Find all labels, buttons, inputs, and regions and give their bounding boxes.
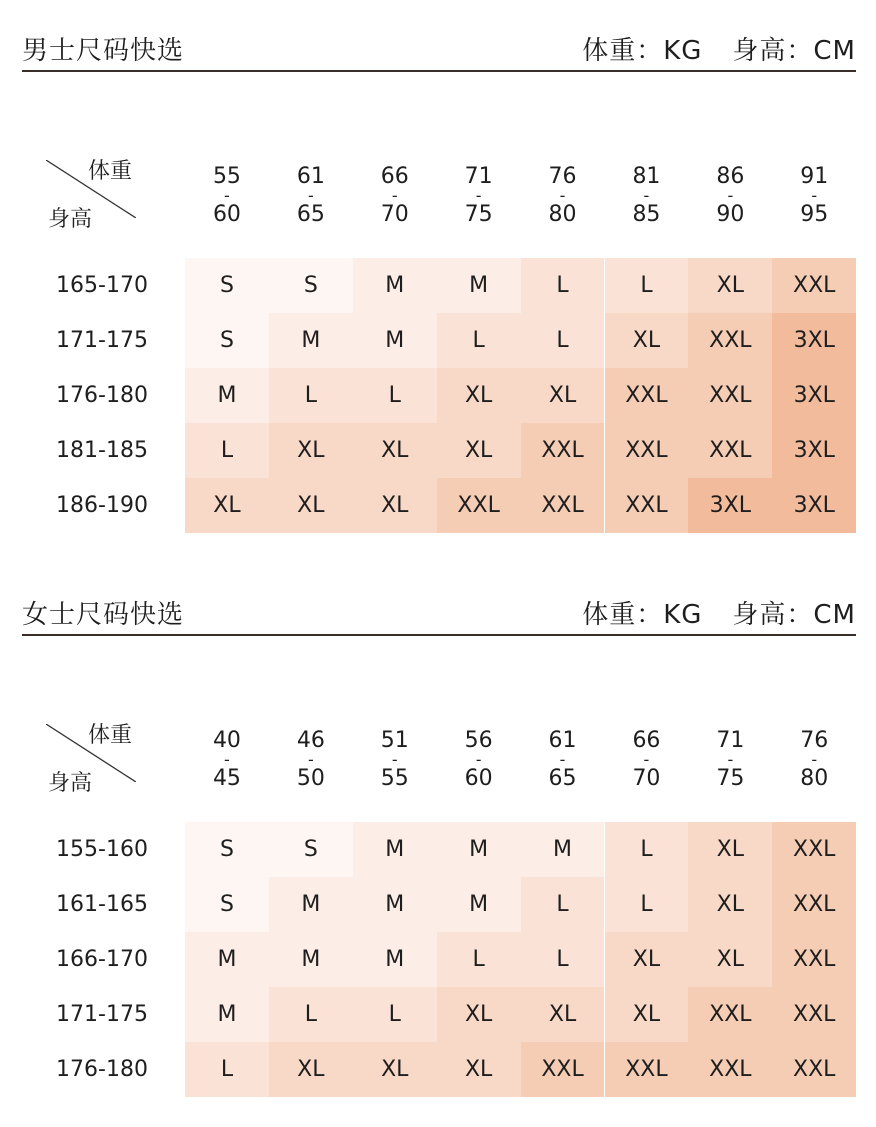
weight-range-header bbox=[353, 134, 437, 258]
section-divider bbox=[22, 70, 856, 72]
size-cell: 3XL bbox=[772, 368, 856, 423]
weight-header-row bbox=[22, 134, 856, 258]
size-cell: M bbox=[437, 877, 521, 932]
size-cell: XL bbox=[269, 478, 353, 533]
table-row bbox=[22, 478, 856, 533]
weight-to: 55 bbox=[380, 766, 409, 791]
size-cell: L bbox=[521, 258, 605, 313]
weight-from: 81 bbox=[632, 164, 661, 189]
height-range-label: 161-165 bbox=[56, 892, 148, 917]
range-dash: - bbox=[391, 186, 398, 205]
size-cell: M bbox=[353, 313, 437, 368]
weight-to: 50 bbox=[296, 766, 325, 791]
weight-header-row bbox=[22, 698, 856, 822]
weight-to: 95 bbox=[800, 202, 829, 227]
weight-from: 56 bbox=[464, 728, 493, 753]
weight-from: 66 bbox=[380, 164, 409, 189]
weight-from: 61 bbox=[548, 728, 577, 753]
range-dash: - bbox=[727, 750, 734, 769]
size-cell: L bbox=[437, 313, 521, 368]
size-cell: M bbox=[437, 258, 521, 313]
weight-range-header bbox=[688, 134, 772, 258]
section-divider bbox=[22, 634, 856, 636]
range-dash: - bbox=[811, 186, 818, 205]
range-dash: - bbox=[224, 750, 230, 769]
size-cell: XL bbox=[688, 932, 772, 987]
size-cell: L bbox=[437, 932, 521, 987]
weight-to: 85 bbox=[632, 202, 661, 227]
size-cell: S bbox=[269, 822, 353, 877]
size-cell: XXL bbox=[772, 877, 856, 932]
men-unit-legend bbox=[582, 30, 856, 67]
men-size-table bbox=[22, 134, 856, 533]
size-cell: XL bbox=[521, 368, 605, 423]
range-dash: - bbox=[727, 186, 734, 205]
size-cell: XXL bbox=[605, 1042, 689, 1097]
weight-to: 65 bbox=[296, 202, 325, 227]
weight-from: 46 bbox=[296, 728, 325, 753]
size-cell: XXL bbox=[605, 368, 689, 423]
table-row bbox=[22, 423, 856, 478]
table-row bbox=[22, 258, 856, 313]
weight-to: 70 bbox=[380, 202, 409, 227]
weight-from: 66 bbox=[632, 728, 661, 753]
men-section-title: 男士尺码快选 bbox=[22, 36, 185, 66]
weight-to: 80 bbox=[800, 766, 829, 791]
size-cell: XL bbox=[688, 258, 772, 313]
size-cell: XXL bbox=[772, 987, 856, 1042]
size-cell: XL bbox=[353, 478, 437, 533]
range-dash: - bbox=[391, 750, 398, 769]
size-cell: XXL bbox=[772, 258, 856, 313]
size-cell: XL bbox=[353, 1042, 437, 1097]
weight-from: 91 bbox=[800, 164, 829, 189]
size-cell: L bbox=[185, 1042, 269, 1097]
table-corner-cell bbox=[22, 134, 182, 258]
height-unit-label: 身高：CM bbox=[732, 600, 856, 630]
weight-to: 90 bbox=[716, 202, 745, 227]
weight-range-header bbox=[605, 134, 689, 258]
size-cell: XL bbox=[437, 423, 521, 478]
weight-to: 65 bbox=[548, 766, 577, 791]
range-dash: - bbox=[559, 750, 566, 769]
table-row bbox=[22, 368, 856, 423]
size-cell: M bbox=[521, 822, 605, 877]
size-cell: XL bbox=[605, 313, 689, 368]
size-cell: L bbox=[605, 822, 689, 877]
size-cell: XXL bbox=[688, 368, 772, 423]
size-cell: XXL bbox=[772, 822, 856, 877]
table-row bbox=[22, 822, 856, 877]
size-cell: M bbox=[353, 822, 437, 877]
corner-height-label: 身高 bbox=[48, 771, 93, 796]
corner-weight-label: 体重 bbox=[88, 159, 133, 184]
size-cell: M bbox=[353, 877, 437, 932]
weight-range-header bbox=[269, 698, 353, 822]
table-row bbox=[22, 987, 856, 1042]
size-cell: XL bbox=[521, 987, 605, 1042]
weight-from: 51 bbox=[380, 728, 409, 753]
weight-range-header bbox=[437, 134, 521, 258]
height-range-label: 176-180 bbox=[56, 1057, 148, 1082]
size-cell: XL bbox=[688, 822, 772, 877]
size-cell: L bbox=[521, 313, 605, 368]
size-cell: XL bbox=[605, 932, 689, 987]
size-cell: L bbox=[605, 258, 689, 313]
size-cell: L bbox=[269, 368, 353, 423]
weight-from: 71 bbox=[464, 164, 493, 189]
height-range-label: 186-190 bbox=[56, 493, 148, 518]
range-dash: - bbox=[224, 186, 230, 205]
weight-to: 75 bbox=[716, 766, 745, 791]
size-cell: 3XL bbox=[772, 423, 856, 478]
size-cell: XXL bbox=[688, 423, 772, 478]
range-dash: - bbox=[811, 750, 818, 769]
weight-range-header bbox=[185, 134, 269, 258]
height-range-label: 155-160 bbox=[56, 837, 148, 862]
size-cell: XXL bbox=[772, 932, 856, 987]
weight-range-header bbox=[688, 698, 772, 822]
size-cell: XXL bbox=[437, 478, 521, 533]
range-dash: - bbox=[307, 750, 314, 769]
table-corner-cell bbox=[22, 698, 182, 822]
height-unit-label: 身高：CM bbox=[732, 36, 856, 66]
men-section-header bbox=[22, 24, 856, 72]
size-cell: XL bbox=[437, 987, 521, 1042]
size-cell: L bbox=[353, 368, 437, 423]
weight-range-header bbox=[521, 134, 605, 258]
weight-from: 86 bbox=[716, 164, 745, 189]
size-cell: XL bbox=[688, 877, 772, 932]
height-range-label: 176-180 bbox=[56, 383, 148, 408]
range-dash: - bbox=[559, 186, 566, 205]
size-cell: XL bbox=[269, 423, 353, 478]
size-cell: M bbox=[437, 822, 521, 877]
size-cell: L bbox=[185, 423, 269, 478]
size-cell: M bbox=[353, 932, 437, 987]
range-dash: - bbox=[307, 186, 314, 205]
height-range-label: 165-170 bbox=[56, 273, 148, 298]
weight-range-header bbox=[605, 698, 689, 822]
weight-from: 76 bbox=[800, 728, 829, 753]
height-range-label: 166-170 bbox=[56, 947, 148, 972]
size-cell: S bbox=[185, 258, 269, 313]
table-row bbox=[22, 877, 856, 932]
size-cell: XXL bbox=[605, 478, 689, 533]
women-section-title: 女士尺码快选 bbox=[22, 600, 185, 630]
weight-range-header bbox=[353, 698, 437, 822]
size-cell: M bbox=[185, 932, 269, 987]
table-row bbox=[22, 313, 856, 368]
height-range-label: 171-175 bbox=[56, 1002, 148, 1027]
range-dash: - bbox=[475, 750, 482, 769]
weight-to: 75 bbox=[464, 202, 493, 227]
weight-to: 60 bbox=[212, 202, 241, 227]
weight-from: 61 bbox=[296, 164, 325, 189]
size-cell: L bbox=[605, 877, 689, 932]
range-dash: - bbox=[643, 186, 650, 205]
women-section-header bbox=[22, 588, 856, 636]
size-cell: XXL bbox=[605, 423, 689, 478]
weight-from: 71 bbox=[716, 728, 745, 753]
size-cell: XXL bbox=[688, 1042, 772, 1097]
weight-to: 70 bbox=[632, 766, 661, 791]
range-dash: - bbox=[643, 750, 650, 769]
weight-range-header bbox=[772, 698, 856, 822]
weight-to: 45 bbox=[212, 766, 241, 791]
table-row bbox=[22, 1042, 856, 1097]
size-cell: XL bbox=[353, 423, 437, 478]
size-cell: S bbox=[185, 822, 269, 877]
size-cell: M bbox=[269, 313, 353, 368]
women-size-table bbox=[22, 698, 856, 1097]
size-cell: XXL bbox=[521, 1042, 605, 1097]
size-cell: XXL bbox=[521, 478, 605, 533]
size-cell: XL bbox=[269, 1042, 353, 1097]
range-dash: - bbox=[475, 186, 482, 205]
size-cell: XL bbox=[185, 478, 269, 533]
weight-range-header bbox=[185, 698, 269, 822]
size-cell: S bbox=[269, 258, 353, 313]
corner-height-label: 身高 bbox=[48, 207, 93, 232]
size-cell: XL bbox=[605, 987, 689, 1042]
height-range-label: 171-175 bbox=[56, 328, 148, 353]
weight-to: 60 bbox=[464, 766, 493, 791]
weight-from: 40 bbox=[212, 728, 241, 753]
size-cell: 3XL bbox=[772, 313, 856, 368]
size-cell: L bbox=[521, 877, 605, 932]
size-cell: M bbox=[353, 258, 437, 313]
weight-range-header bbox=[521, 698, 605, 822]
size-cell: XL bbox=[437, 1042, 521, 1097]
size-cell: 3XL bbox=[772, 478, 856, 533]
size-cell: M bbox=[185, 368, 269, 423]
size-cell: S bbox=[185, 877, 269, 932]
weight-range-header bbox=[269, 134, 353, 258]
size-cell: XL bbox=[437, 368, 521, 423]
size-cell: L bbox=[269, 987, 353, 1042]
corner-weight-label: 体重 bbox=[88, 723, 133, 748]
weight-unit-label: 体重：KG bbox=[582, 600, 703, 630]
men-size-section bbox=[22, 24, 856, 518]
weight-unit-label: 体重：KG bbox=[582, 36, 703, 66]
size-cell: M bbox=[269, 932, 353, 987]
size-cell: M bbox=[269, 877, 353, 932]
weight-from: 76 bbox=[548, 164, 577, 189]
weight-range-header bbox=[772, 134, 856, 258]
women-unit-legend bbox=[582, 594, 856, 631]
weight-from: 55 bbox=[212, 164, 241, 189]
size-cell: XXL bbox=[688, 987, 772, 1042]
size-cell: 3XL bbox=[688, 478, 772, 533]
size-cell: XXL bbox=[521, 423, 605, 478]
size-cell: M bbox=[185, 987, 269, 1042]
size-cell: XXL bbox=[688, 313, 772, 368]
weight-to: 80 bbox=[548, 202, 577, 227]
size-cell: L bbox=[353, 987, 437, 1042]
height-range-label: 181-185 bbox=[56, 438, 148, 463]
size-cell: L bbox=[521, 932, 605, 987]
weight-range-header bbox=[437, 698, 521, 822]
table-row bbox=[22, 932, 856, 987]
women-size-section bbox=[22, 588, 856, 1082]
size-cell: XXL bbox=[772, 1042, 856, 1097]
size-cell: S bbox=[185, 313, 269, 368]
